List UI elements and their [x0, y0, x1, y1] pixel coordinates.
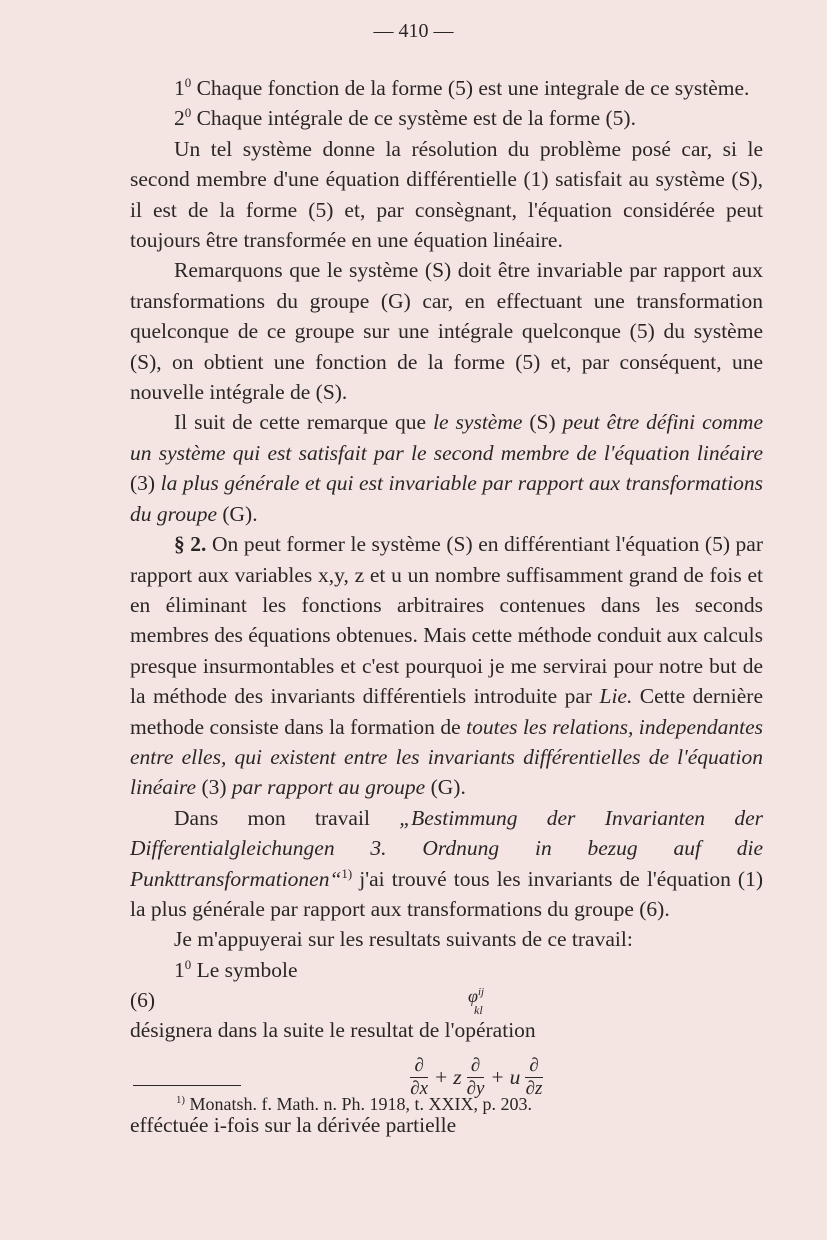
- paragraph-7: [130, 803, 763, 925]
- text-run: (3): [130, 471, 161, 496]
- paragraph-4: Remarquons que le système (S) doit être invariable par rapport aux transformations du groupe (G) car, en effectuant une transformation quelconque de ce groupe sur une intégrale quelconque (5) du système (S), on obtient une fonction de la forme (5) et, par conséquent, une nouvelle intégrale de (S).: [130, 258, 763, 405]
- paragraph-10: désignera dans la suite le resultat de l'opération: [130, 1018, 536, 1043]
- body-text: [130, 73, 763, 1140]
- symbol-subscript: kl: [474, 1003, 483, 1018]
- text-run: Dans mon travail: [174, 805, 400, 830]
- text-run: Cette dernière methode consiste dans la formation de: [130, 684, 763, 739]
- symbol-base: φ: [468, 986, 478, 1007]
- list-marker: 1: [174, 76, 185, 100]
- plus-sign: +: [491, 1065, 504, 1090]
- footnote-marker: 1): [176, 1094, 185, 1106]
- footnote-text: Monatsh. f. Math. n. Ph. 1918, t. XXIX, p. 203.: [185, 1094, 532, 1114]
- paragraph-8: Je m'appuyerai sur les resultats suivants de ce travail:: [174, 927, 633, 952]
- text-run: (S): [522, 410, 563, 435]
- emphasis: par rapport au groupe: [231, 775, 426, 800]
- paragraph-1: [130, 73, 763, 103]
- plus-sign: +: [435, 1065, 448, 1090]
- fraction-denominator: ∂z: [525, 1078, 543, 1100]
- list-marker: 1: [174, 957, 185, 982]
- paragraph-3: Un tel système donne la résolution du problème posé car, si le second membre d'une équation différentielle (1) satisfait au système (S), il est de la forme (5) et, par consègnant, l'équation considérée peut toujours être transformée en une équation linéaire.: [130, 136, 763, 253]
- fraction-denominator: ∂x: [410, 1078, 429, 1100]
- paragraph-5: [130, 407, 763, 529]
- list-marker: 2: [174, 106, 185, 131]
- paragraph-text: Le symbole: [191, 957, 298, 982]
- text-run: j'ai trouvé tous les invariants de l'équation (1) la plus générale par rapport aux transformations du groupe (6).: [130, 866, 763, 921]
- paragraph-text: Chaque fonction de la forme (5) est une integrale de ce système.: [191, 76, 750, 100]
- emphasis: toutes les relations, independantes entre elles, qui existent entre les invariants différentielles de l'équation linéaire: [130, 714, 763, 800]
- equation-symbol: [468, 986, 484, 1018]
- fraction-numerator: ∂: [410, 1055, 427, 1078]
- text-run: On peut former le système (S) en différentiant l'équation (5) par rapport aux variables x,y, z et u un nombre suffisamment grand de fois et en éliminant les fonctions arbitraires contenues dans les seconds membres des équations obtenues. Mais cette méthode conduit aux calculs presque insurmontables et c'est pourquoi je me servirai pour notre but de la méthode des invariants différentiels introduite par: [130, 532, 763, 709]
- text-run: (G).: [425, 775, 466, 800]
- emphasis: Lie.: [599, 684, 633, 709]
- section-number: § 2.: [174, 532, 207, 557]
- text-run: (G).: [217, 501, 258, 526]
- paragraph-6: [130, 529, 763, 803]
- paragraph-text: Chaque intégrale de ce système est de la forme (5).: [191, 106, 636, 131]
- page-number: — 410 —: [373, 20, 454, 42]
- variable-u: u: [509, 1065, 521, 1090]
- variable-z: z: [453, 1065, 462, 1090]
- text-run: Il suit de cette remarque que: [174, 410, 434, 435]
- fraction-numerator: ∂: [525, 1055, 542, 1078]
- symbol-superscript: ij: [477, 986, 484, 999]
- ordinal-sup: 0: [184, 957, 192, 972]
- text-run: (3): [196, 775, 232, 800]
- paragraph-2: [130, 103, 763, 133]
- footnote-ref: 1): [341, 866, 353, 881]
- emphasis: peut être défini comme un système qui est satisfait par le second membre de l'équation linéaire: [130, 410, 763, 465]
- ordinal-sup: 0: [184, 106, 192, 121]
- footnote: [176, 1092, 736, 1116]
- paragraph-9: [130, 955, 763, 985]
- cited-title: „Bestimmung der Invarianten der Differentialgleichungen 3. Ordnung in bezug auf die Punkttransformationen“: [130, 805, 763, 891]
- equation-6: [130, 985, 763, 1018]
- fraction-denominator: ∂y: [466, 1078, 485, 1100]
- footnote-divider: [133, 1085, 241, 1086]
- emphasis: le système: [433, 410, 523, 435]
- ordinal-sup: 0: [184, 75, 192, 90]
- fraction-numerator: ∂: [467, 1055, 484, 1078]
- equation-number: (6): [130, 988, 156, 1013]
- emphasis: la plus générale et qui est invariable par rapport aux transformations du groupe: [130, 471, 763, 526]
- paragraph-11: efféctuée i-fois sur la dérivée partielle: [130, 1112, 457, 1137]
